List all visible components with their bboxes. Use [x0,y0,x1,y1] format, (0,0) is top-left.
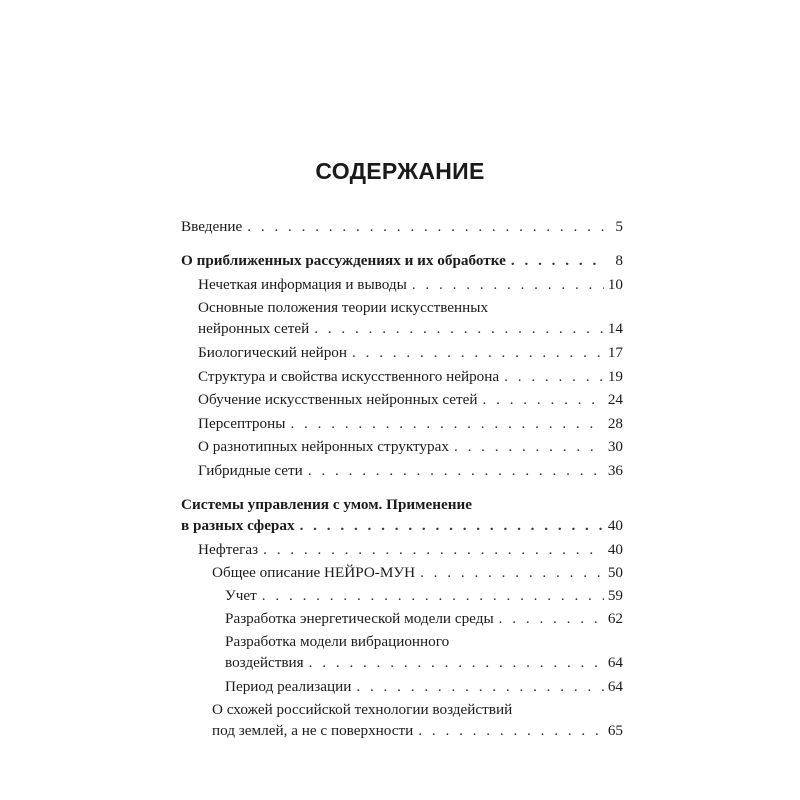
dot-leader [412,274,604,295]
toc-entry-title: Нефтегаз [198,541,259,558]
toc-entry [225,631,623,673]
dot-leader [300,515,604,536]
toc-entry [198,460,623,481]
toc-entry-line [212,699,623,720]
toc-entry-title: Период реализации [225,678,352,695]
toc-entry [198,436,623,457]
page-number: 62 [607,610,623,627]
toc-entry [181,494,623,536]
toc-entry-title: О приближенных рассуждениях и их обработке [181,252,506,269]
dot-leader [499,608,604,629]
toc-entry-title: Обучение искусственных нейронных сетей [198,391,478,408]
toc-entry-line [225,631,623,652]
dot-leader [314,318,604,339]
toc-entry-line [225,652,623,673]
toc-entry-title: Общее описание НЕЙРО-МУН [212,564,416,581]
toc-entry-line [198,318,623,339]
toc-entry [198,342,623,363]
page-number: 10 [607,276,623,293]
dot-leader [356,676,603,697]
toc-entry-title: Разработка энергетической модели среды [225,610,494,627]
toc-entry-title: под землей, а не с поверхности [212,722,414,739]
toc-entry-line [181,515,623,536]
toc-entry-title: Введение [181,218,243,235]
dot-leader [483,389,604,410]
toc-entry [181,250,623,271]
toc-entry-line [198,274,623,295]
dot-leader [504,366,604,387]
toc-entry-line [198,460,623,481]
toc-entry-line [225,608,623,629]
toc-entry [198,413,623,434]
page-number: 36 [607,462,623,479]
toc-entry-line [225,676,623,697]
page-number: 19 [607,368,623,385]
dot-leader [309,652,604,673]
dot-leader [511,250,605,271]
toc-entry [225,585,623,606]
page-number: 64 [607,678,623,695]
toc-entry-line [198,539,623,560]
dot-leader [352,342,604,363]
toc-entry-title: Основные положения теории искусственных [198,299,489,316]
dot-leader [263,539,604,560]
toc-entry-line [212,720,623,741]
dot-leader [247,216,605,237]
page-number: 30 [607,438,623,455]
toc-entry-title: Персептроны [198,415,286,432]
toc-entry-title: воздействия [225,654,304,671]
toc-entry [198,297,623,339]
toc-entry-line [225,585,623,606]
toc-entry-title: Учет [225,587,257,604]
page-number: 5 [615,218,623,235]
toc-entry-line [198,389,623,410]
toc-entry-title: Гибридные сети [198,462,303,479]
page-number: 8 [615,252,623,269]
toc-entry-title: О разнотипных нейронных структурах [198,438,449,455]
page-number: 24 [607,391,623,408]
toc-entry-title: Разработка модели вибрационного [225,633,450,650]
toc-entry-title: Биологический нейрон [198,344,348,361]
dot-leader [420,562,604,583]
dot-leader [262,585,604,606]
dot-leader [308,460,604,481]
toc-entry [225,676,623,697]
toc-entry-line [198,413,623,434]
toc-entry-title: Нечеткая информация и выводы [198,276,407,293]
toc-entry-title: О схожей российской технологии воздействий [212,701,513,718]
page-number: 40 [607,541,623,558]
page-number: 17 [607,344,623,361]
dot-leader [290,413,603,434]
toc-entry-line [198,342,623,363]
toc-entry [181,216,623,237]
dot-leader [418,720,604,741]
toc-entry-line [198,297,623,318]
dot-leader [454,436,604,457]
page-number: 64 [607,654,623,671]
toc-entry [225,608,623,629]
page-number: 65 [607,722,623,739]
toc-entry-title: в разных сферах [181,517,295,534]
page-number: 59 [607,587,623,604]
toc-entry-line [198,436,623,457]
page-number: 14 [607,320,623,337]
toc-entry-line [181,216,623,237]
toc-entry [198,389,623,410]
toc-entry-title: нейронных сетей [198,320,310,337]
toc-entry [212,562,623,583]
toc-entry-line [198,366,623,387]
toc-entry-line [212,562,623,583]
page-title: СОДЕРЖАНИЕ [315,158,485,184]
toc-entry-line [181,494,623,515]
toc-entry [198,274,623,295]
page-number: 28 [607,415,623,432]
page-number: 50 [607,564,623,581]
toc-entry-line [181,250,623,271]
toc-entry [212,699,623,741]
toc-entry [198,366,623,387]
toc-entry-title: Системы управления с умом. Применение [181,496,472,513]
toc-entry-title: Структура и свойства искусственного нейрона [198,368,500,385]
page-number: 40 [607,517,623,534]
toc-entry [198,539,623,560]
